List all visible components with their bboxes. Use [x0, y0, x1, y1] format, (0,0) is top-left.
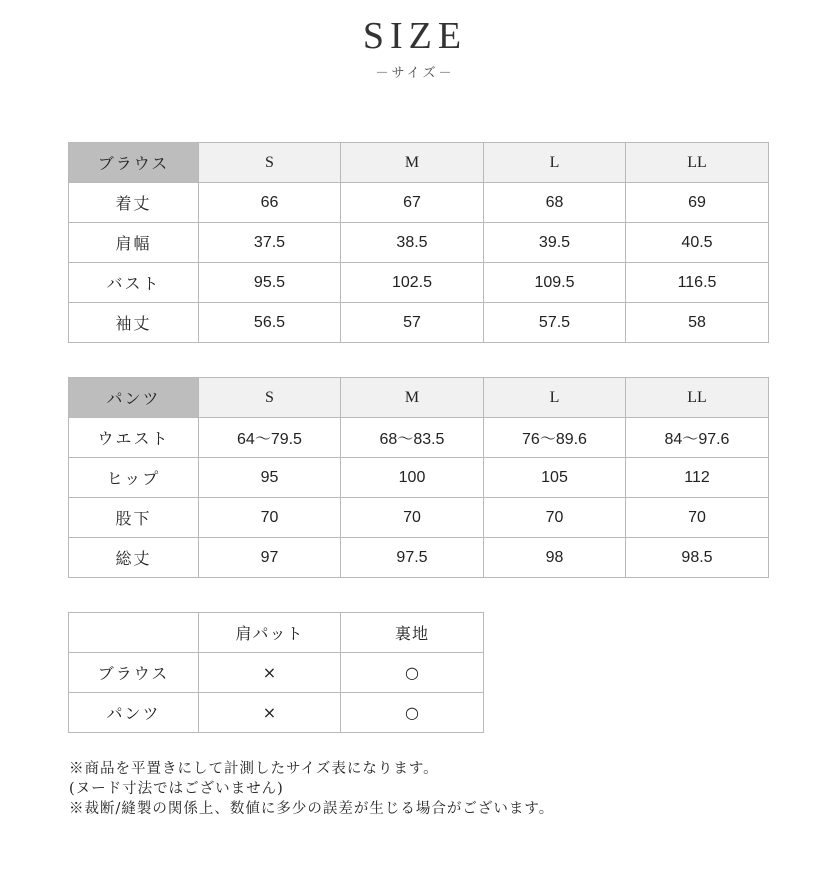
- table-cell: 68: [484, 183, 626, 223]
- row-label: 総丈: [69, 538, 199, 578]
- row-label: ヒップ: [69, 458, 199, 498]
- row-label: 袖丈: [69, 303, 199, 343]
- table-cell: 57.5: [484, 303, 626, 343]
- feature-table: [68, 612, 484, 733]
- row-label: ブラウス: [69, 653, 199, 693]
- table-row: [69, 693, 484, 733]
- table-header-row: [69, 613, 484, 653]
- table-header-row: [69, 378, 769, 418]
- table-cell: 97.5: [341, 538, 484, 578]
- table-cell: 112: [626, 458, 769, 498]
- table-cell: 95: [199, 458, 341, 498]
- table-cell: 97: [199, 538, 341, 578]
- table-cell: 76〜89.6: [484, 418, 626, 458]
- table-row: [69, 223, 769, 263]
- table-cell: 69: [626, 183, 769, 223]
- table-cell: 100: [341, 458, 484, 498]
- table-cell: 56.5: [199, 303, 341, 343]
- table-row: [69, 418, 769, 458]
- blouse-size-table: [68, 142, 769, 343]
- table-cell: ○: [341, 693, 484, 733]
- blouse-table-label: ブラウス: [69, 143, 199, 183]
- size-header: M: [341, 143, 484, 183]
- size-header: M: [341, 378, 484, 418]
- feature-header: 裏地: [341, 613, 484, 653]
- feature-header: 肩パット: [199, 613, 341, 653]
- table-cell: ○: [341, 653, 484, 693]
- table-cell: 38.5: [341, 223, 484, 263]
- table-cell: 40.5: [626, 223, 769, 263]
- table-cell: 98: [484, 538, 626, 578]
- size-header: LL: [626, 143, 769, 183]
- table-row: [69, 498, 769, 538]
- feature-header-empty: [69, 613, 199, 653]
- table-cell: ×: [199, 653, 341, 693]
- note-line: ※裁断/縫製の関係上、数値に多少の誤差が生じる場合がございます。: [69, 801, 555, 817]
- size-header: S: [199, 143, 341, 183]
- table-row: [69, 183, 769, 223]
- table-row: [69, 538, 769, 578]
- size-header: L: [484, 143, 626, 183]
- table-cell: 68〜83.5: [341, 418, 484, 458]
- table-cell: 95.5: [199, 263, 341, 303]
- table-cell: 70: [484, 498, 626, 538]
- table-row: [69, 458, 769, 498]
- table-cell: 102.5: [341, 263, 484, 303]
- table-cell: 64〜79.5: [199, 418, 341, 458]
- note-line: ※商品を平置きにして計測したサイズ表になります。: [69, 761, 439, 777]
- row-label: パンツ: [69, 693, 199, 733]
- pants-table-label: パンツ: [69, 378, 199, 418]
- table-cell: 70: [626, 498, 769, 538]
- note-line: (ヌード寸法ではございません): [69, 781, 284, 797]
- table-row: [69, 303, 769, 343]
- size-header: S: [199, 378, 341, 418]
- row-label: バスト: [69, 263, 199, 303]
- table-cell: 57: [341, 303, 484, 343]
- page-title: SIZE: [362, 15, 468, 57]
- table-cell: 116.5: [626, 263, 769, 303]
- row-label: ウエスト: [69, 418, 199, 458]
- size-header: L: [484, 378, 626, 418]
- table-row: [69, 653, 484, 693]
- table-cell: 109.5: [484, 263, 626, 303]
- table-cell: 84〜97.6: [626, 418, 769, 458]
- size-header: LL: [626, 378, 769, 418]
- row-label: 肩幅: [69, 223, 199, 263]
- table-cell: 39.5: [484, 223, 626, 263]
- table-cell: 37.5: [199, 223, 341, 263]
- table-header-row: [69, 143, 769, 183]
- table-cell: 98.5: [626, 538, 769, 578]
- notes: [69, 759, 809, 819]
- table-cell: 70: [341, 498, 484, 538]
- row-label: 着丈: [69, 183, 199, 223]
- table-cell: 58: [626, 303, 769, 343]
- row-label: 股下: [69, 498, 199, 538]
- table-cell: 70: [199, 498, 341, 538]
- table-cell: 105: [484, 458, 626, 498]
- pants-size-table: [68, 377, 769, 578]
- page-subtitle: －サイズ－: [375, 66, 455, 81]
- table-cell: ×: [199, 693, 341, 733]
- table-cell: 67: [341, 183, 484, 223]
- table-cell: 66: [199, 183, 341, 223]
- table-row: [69, 263, 769, 303]
